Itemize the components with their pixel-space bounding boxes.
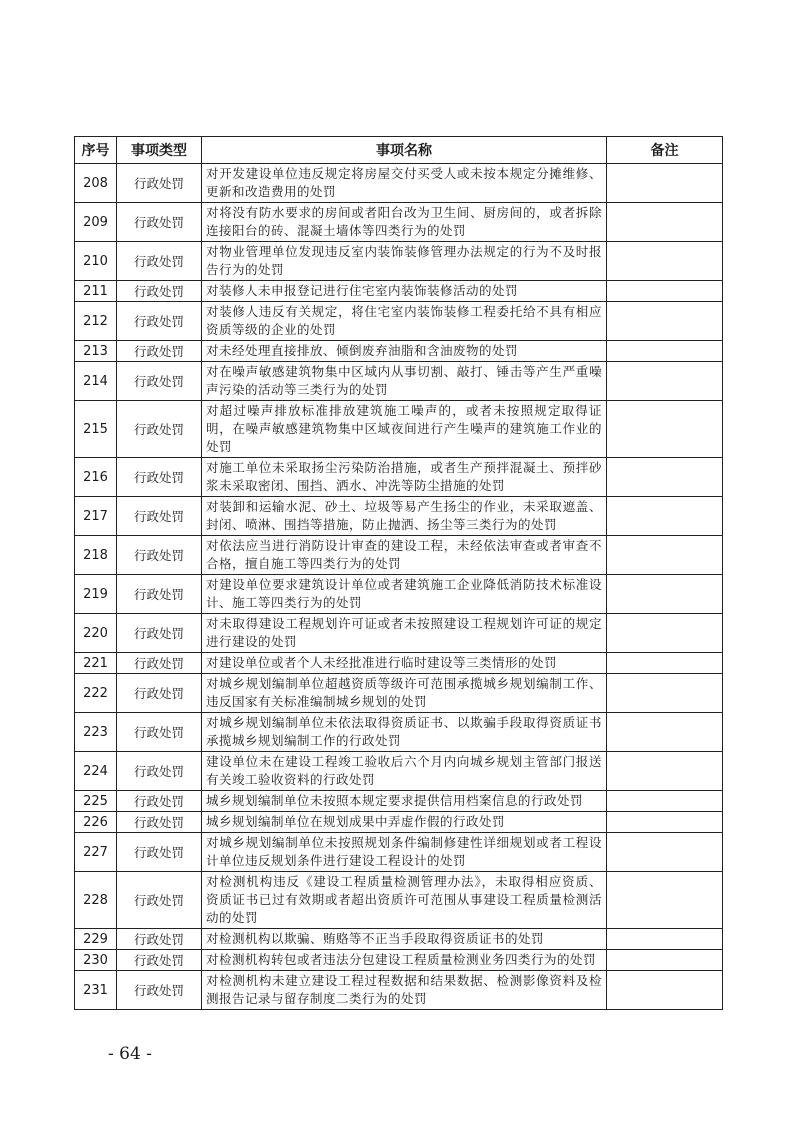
table-row bbox=[75, 713, 723, 752]
row-remarks bbox=[607, 536, 723, 575]
table-row bbox=[75, 458, 723, 497]
table-row bbox=[75, 536, 723, 575]
row-item-name: 对超过噪声排放标准排放建筑施工噪声的，或者未按照规定取得证明，在噪声敏感建筑物集中区域夜间进行产生噪声的建筑施工作业的处罚 bbox=[202, 401, 607, 458]
row-item-type: 行政处罚 bbox=[117, 341, 202, 362]
row-item-type: 行政处罚 bbox=[117, 281, 202, 302]
document-table-container bbox=[74, 136, 722, 1010]
row-item-type: 行政处罚 bbox=[117, 401, 202, 458]
table-row bbox=[75, 833, 723, 872]
row-remarks bbox=[607, 203, 723, 242]
row-remarks bbox=[607, 653, 723, 674]
row-remarks bbox=[607, 950, 723, 971]
row-remarks bbox=[607, 614, 723, 653]
table-row bbox=[75, 497, 723, 536]
table-row bbox=[75, 872, 723, 929]
row-item-type: 行政处罚 bbox=[117, 614, 202, 653]
row-item-type: 行政处罚 bbox=[117, 929, 202, 950]
row-item-name: 对检测机构以欺骗、贿赂等不正当手段取得资质证书的处罚 bbox=[202, 929, 607, 950]
row-item-name: 对将没有防水要求的房间或者阳台改为卫生间、厨房间的，或者拆除连接阳台的砖、混凝土墙体等四类行为的处罚 bbox=[202, 203, 607, 242]
row-remarks bbox=[607, 281, 723, 302]
table-row bbox=[75, 653, 723, 674]
table-row bbox=[75, 203, 723, 242]
row-item-name: 对装卸和运输水泥、砂土、垃圾等易产生扬尘的作业，未采取遮盖、封闭、喷淋、围挡等措施，防止抛洒、扬尘等三类行为的处罚 bbox=[202, 497, 607, 536]
row-remarks bbox=[607, 833, 723, 872]
row-serial-number: 223 bbox=[75, 713, 117, 752]
row-item-name: 对开发建设单位违反规定将房屋交付买受人或未按本规定分摊维修、更新和改造费用的处罚 bbox=[202, 164, 607, 203]
row-remarks bbox=[607, 401, 723, 458]
row-item-name: 对装修人未申报登记进行住宅室内装饰装修活动的处罚 bbox=[202, 281, 607, 302]
header-remarks: 备注 bbox=[607, 137, 723, 164]
table-row bbox=[75, 971, 723, 1010]
row-item-name: 对城乡规划编制单位超越资质等级许可范围承揽城乡规划编制工作、违反国家有关标准编制城乡规划的处罚 bbox=[202, 674, 607, 713]
row-item-name: 对检测机构转包或者违法分包建设工程质量检测业务四类行为的处罚 bbox=[202, 950, 607, 971]
row-item-name: 城乡规划编制单位在规划成果中弄虚作假的行政处罚 bbox=[202, 812, 607, 833]
row-remarks bbox=[607, 341, 723, 362]
row-serial-number: 218 bbox=[75, 536, 117, 575]
row-item-name: 对装修人违反有关规定，将住宅室内装饰装修工程委托给不具有相应资质等级的企业的处罚 bbox=[202, 302, 607, 341]
row-remarks bbox=[607, 458, 723, 497]
row-serial-number: 212 bbox=[75, 302, 117, 341]
row-remarks bbox=[607, 713, 723, 752]
row-item-type: 行政处罚 bbox=[117, 674, 202, 713]
row-item-type: 行政处罚 bbox=[117, 833, 202, 872]
row-item-type: 行政处罚 bbox=[117, 752, 202, 791]
table-row bbox=[75, 281, 723, 302]
row-item-name: 对未经处理直接排放、倾倒废弃油脂和含油废物的处罚 bbox=[202, 341, 607, 362]
row-item-name: 对检测机构未建立建设工程过程数据和结果数据、检测影像资料及检测报告记录与留存制度二类行为的处罚 bbox=[202, 971, 607, 1010]
row-serial-number: 219 bbox=[75, 575, 117, 614]
row-item-name: 对在噪声敏感建筑物集中区域内从事切割、敲打、锤击等产生严重噪声污染的活动等三类行为的处罚 bbox=[202, 362, 607, 401]
row-serial-number: 230 bbox=[75, 950, 117, 971]
table-row bbox=[75, 401, 723, 458]
row-item-type: 行政处罚 bbox=[117, 362, 202, 401]
row-serial-number: 222 bbox=[75, 674, 117, 713]
row-remarks bbox=[607, 242, 723, 281]
table-row bbox=[75, 752, 723, 791]
table-row bbox=[75, 302, 723, 341]
row-item-name: 对依法应当进行消防设计审查的建设工程，未经依法审查或者审查不合格，擅自施工等四类行为的处罚 bbox=[202, 536, 607, 575]
row-item-type: 行政处罚 bbox=[117, 950, 202, 971]
row-remarks bbox=[607, 752, 723, 791]
row-remarks bbox=[607, 791, 723, 812]
row-item-type: 行政处罚 bbox=[117, 575, 202, 614]
table-row bbox=[75, 341, 723, 362]
row-item-type: 行政处罚 bbox=[117, 971, 202, 1010]
row-remarks bbox=[607, 164, 723, 203]
row-item-name: 对物业管理单位发现违反室内装饰装修管理办法规定的行为不及时报告行为的处罚 bbox=[202, 242, 607, 281]
row-item-name: 对建设单位或者个人未经批准进行临时建设等三类情形的处罚 bbox=[202, 653, 607, 674]
table-row bbox=[75, 242, 723, 281]
row-remarks bbox=[607, 674, 723, 713]
table-row bbox=[75, 164, 723, 203]
row-serial-number: 214 bbox=[75, 362, 117, 401]
row-item-type: 行政处罚 bbox=[117, 203, 202, 242]
row-item-type: 行政处罚 bbox=[117, 713, 202, 752]
row-item-type: 行政处罚 bbox=[117, 812, 202, 833]
table-row bbox=[75, 929, 723, 950]
row-remarks bbox=[607, 971, 723, 1010]
table-body bbox=[75, 164, 723, 1010]
row-item-type: 行政处罚 bbox=[117, 791, 202, 812]
row-serial-number: 211 bbox=[75, 281, 117, 302]
row-serial-number: 228 bbox=[75, 872, 117, 929]
row-serial-number: 226 bbox=[75, 812, 117, 833]
row-remarks bbox=[607, 872, 723, 929]
table-row bbox=[75, 362, 723, 401]
row-item-name: 对施工单位未采取扬尘污染防治措施，或者生产预拌混凝土、预拌砂浆未采取密闭、围挡、洒水、冲洗等防尘措施的处罚 bbox=[202, 458, 607, 497]
table-header-row bbox=[75, 137, 723, 164]
table-row bbox=[75, 950, 723, 971]
row-remarks bbox=[607, 575, 723, 614]
row-remarks bbox=[607, 362, 723, 401]
row-item-name: 城乡规划编制单位未按照本规定要求提供信用档案信息的行政处罚 bbox=[202, 791, 607, 812]
row-serial-number: 231 bbox=[75, 971, 117, 1010]
row-item-type: 行政处罚 bbox=[117, 653, 202, 674]
table-row bbox=[75, 812, 723, 833]
items-table bbox=[74, 136, 723, 1010]
row-item-name: 对检测机构违反《建设工程质量检测管理办法》，未取得相应资质、资质证书已过有效期或者超出资质许可范围从事建设工程质量检测活动的处罚 bbox=[202, 872, 607, 929]
row-serial-number: 221 bbox=[75, 653, 117, 674]
row-serial-number: 208 bbox=[75, 164, 117, 203]
row-item-type: 行政处罚 bbox=[117, 242, 202, 281]
row-item-type: 行政处罚 bbox=[117, 872, 202, 929]
table-row bbox=[75, 674, 723, 713]
row-serial-number: 217 bbox=[75, 497, 117, 536]
row-remarks bbox=[607, 812, 723, 833]
row-serial-number: 220 bbox=[75, 614, 117, 653]
row-item-name: 建设单位未在建设工程竣工验收后六个月内向城乡规划主管部门报送有关竣工验收资料的行政处罚 bbox=[202, 752, 607, 791]
row-item-type: 行政处罚 bbox=[117, 302, 202, 341]
header-item-type: 事项类型 bbox=[117, 137, 202, 164]
row-serial-number: 209 bbox=[75, 203, 117, 242]
row-item-name: 对城乡规划编制单位未依法取得资质证书、以欺骗手段取得资质证书承揽城乡规划编制工作的行政处罚 bbox=[202, 713, 607, 752]
row-item-name: 对城乡规划编制单位未按照规划条件编制修建性详细规划或者工程设计单位违反规划条件进行建设工程设计的处罚 bbox=[202, 833, 607, 872]
row-item-type: 行政处罚 bbox=[117, 164, 202, 203]
table-row bbox=[75, 614, 723, 653]
row-item-type: 行政处罚 bbox=[117, 497, 202, 536]
header-item-name: 事项名称 bbox=[202, 137, 607, 164]
row-serial-number: 216 bbox=[75, 458, 117, 497]
row-serial-number: 210 bbox=[75, 242, 117, 281]
row-serial-number: 215 bbox=[75, 401, 117, 458]
table-row bbox=[75, 575, 723, 614]
row-serial-number: 227 bbox=[75, 833, 117, 872]
row-item-type: 行政处罚 bbox=[117, 536, 202, 575]
row-serial-number: 224 bbox=[75, 752, 117, 791]
page-number: - 64 - bbox=[108, 1044, 152, 1064]
table-row bbox=[75, 791, 723, 812]
row-remarks bbox=[607, 929, 723, 950]
row-item-name: 对未取得建设工程规划许可证或者未按照建设工程规划许可证的规定进行建设的处罚 bbox=[202, 614, 607, 653]
header-serial-number: 序号 bbox=[75, 137, 117, 164]
row-serial-number: 229 bbox=[75, 929, 117, 950]
row-item-type: 行政处罚 bbox=[117, 458, 202, 497]
row-item-name: 对建设单位要求建筑设计单位或者建筑施工企业降低消防技术标准设计、施工等四类行为的处罚 bbox=[202, 575, 607, 614]
row-serial-number: 213 bbox=[75, 341, 117, 362]
row-remarks bbox=[607, 302, 723, 341]
row-remarks bbox=[607, 497, 723, 536]
row-serial-number: 225 bbox=[75, 791, 117, 812]
